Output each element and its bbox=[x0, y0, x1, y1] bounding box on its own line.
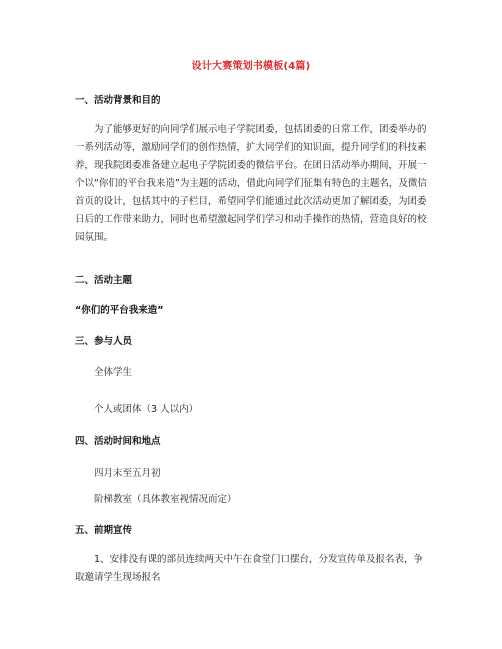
participants-line-2: 个人或团体（3 人以内） bbox=[94, 404, 199, 415]
place-line: 阶梯教室（具体教室视情况而定） bbox=[94, 494, 237, 505]
promotion-paragraph: 1、安排没有课的部员连续两天中午在食堂门口摆台，分发宣传单及报名表，争取邀请学生现场报名 bbox=[75, 554, 424, 583]
section-heading-time-place: 四、活动时间和地点 bbox=[75, 436, 161, 447]
section-heading-promotion: 五、前期宣传 bbox=[75, 525, 133, 536]
participants-line-1: 全体学生 bbox=[94, 367, 133, 378]
document-title: 设计大赛策划书模板(4篇) bbox=[191, 61, 311, 72]
activity-theme-text: “你们的平台我来造” bbox=[75, 305, 164, 316]
section-paragraph-background: 为了能够更好的向同学们展示电子学院团委，包括团委的日常工作，团委举办的一系列活动等，激励同学们的创作热情，扩大同学们的知识面，提升同学们的科技素养，现我院团委准备建立起电子学院团委的微信平台。在团日活动举办期间，开展一个以“你们的平台我来造”为主题的活动，借此向同学们征集有特色的主题名，及微信首页的设计，包括其中的子栏目，希望同学们能通过此次活动更加了解团委，为团委日后的工作带来助力，同时也希望激起同学们学习和动手操作的热情，营造良好的校园氛围。 bbox=[75, 124, 427, 243]
section-heading-participants: 三、参与人员 bbox=[75, 336, 133, 347]
section-heading-theme: 二、活动主题 bbox=[75, 275, 133, 286]
time-line: 四月末至五月初 bbox=[94, 468, 161, 479]
section-heading-background: 一、活动背景和目的 bbox=[75, 95, 161, 106]
